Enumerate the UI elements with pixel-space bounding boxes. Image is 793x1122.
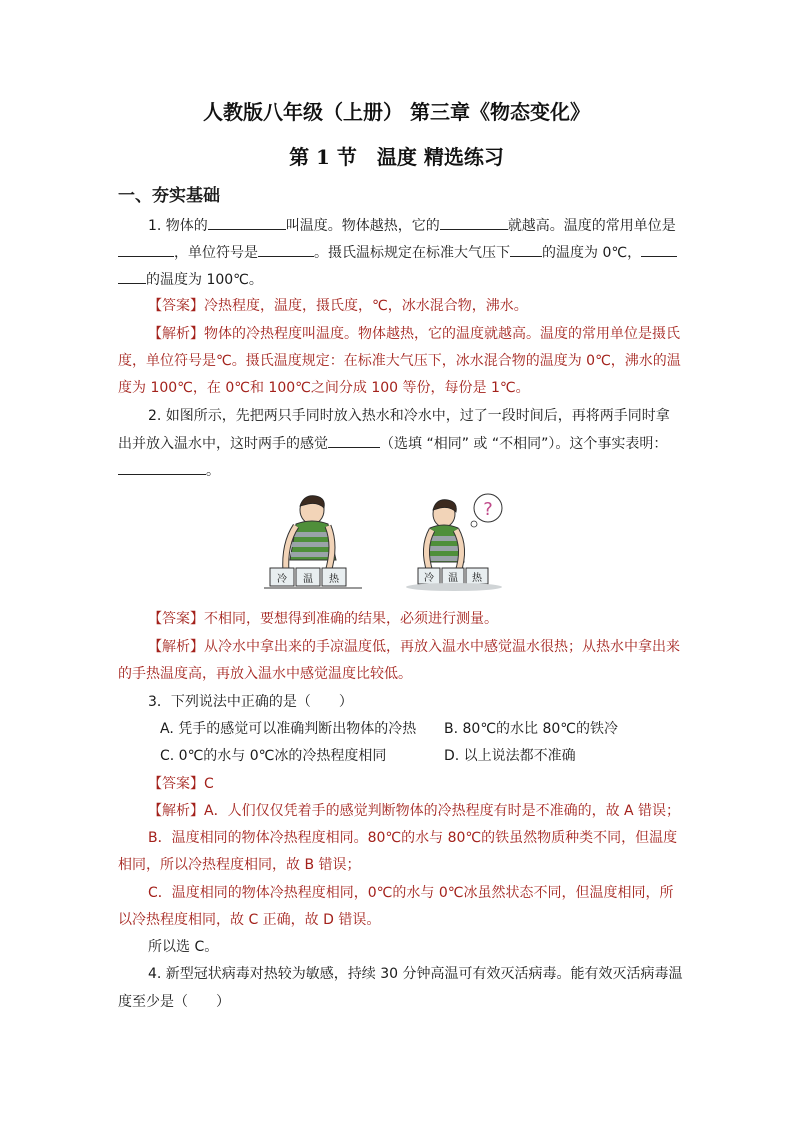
answer-text: 不相同，要想得到准确的结果，必须进行测量。 <box>204 611 498 627</box>
answer-blank <box>118 242 174 257</box>
q1-text: 的温度为 0℃， <box>542 245 642 261</box>
q3-analysis-line1 <box>148 801 680 821</box>
answer-tag: 【答案】 <box>148 611 204 627</box>
answer-text: 冷热程度，温度，摄氏度，℃，冰水混合物，沸水。 <box>204 298 528 314</box>
answer-blank <box>208 215 286 230</box>
q1-analysis-line1 <box>148 324 680 344</box>
analysis-text: 物体的冷热程度叫温度。物体越热，它的温度就越高。温度的常用单位是摄氏 <box>204 326 680 342</box>
analysis-tag: 【解析】 <box>148 803 204 819</box>
boy-hands-in-buckets-figure <box>262 490 382 592</box>
answer-blank <box>328 433 380 448</box>
q2-line3 <box>118 460 220 481</box>
q4-line1: 4. 新型冠状病毒对热较为敏感，持续 30 分钟高温可有效灭活病毒。能有效灭活病毒温 <box>148 966 683 982</box>
boy-confused-figure <box>404 488 510 592</box>
question-mark-icon: ? <box>483 499 493 520</box>
q1-line2 <box>118 242 677 263</box>
q3-option-b: B. 80℃的水比 80℃的铁冷 <box>444 721 619 737</box>
answer-blank <box>118 460 206 475</box>
answer-blank <box>118 269 146 284</box>
q3-option-a: A. 凭手的感觉可以准确判断出物体的冷热 <box>160 721 417 737</box>
q3-answer <box>148 774 214 794</box>
bucket-label-hot: 热 <box>329 574 339 585</box>
q1-line1 <box>148 215 676 236</box>
q3-analysis-line5: 以冷热程度相同，故 C 正确，故 D 错误。 <box>118 912 381 928</box>
q1-text: ，单位符号是 <box>174 245 258 261</box>
q3-analysis-line4: C．温度相同的物体冷热程度相同，0℃的水与 0℃冰虽然状态不同，但温度相同，所 <box>148 885 674 901</box>
q2-text: 出并放入温水中，这时两手的感觉 <box>118 436 328 452</box>
q3-option-d: D. 以上说法都不准确 <box>444 748 576 764</box>
q2-text: （选填 “相同” 或 “不相同”）。这个事实表明： <box>380 436 668 452</box>
q3-option-c: C. 0℃的水与 0℃冰的冷热程度相同 <box>160 748 387 764</box>
q1-analysis-line2: 度，单位符号是℃。摄氏温度规定：在标准大气压下，冰水混合物的温度为 0℃，沸水的温 <box>118 353 681 369</box>
q3-stem: 3．下列说法中正确的是（ ） <box>148 694 353 710</box>
analysis-text: A．人们仅仅凭着手的感觉判断物体的冷热程度有时是不准确的，故 A 错误； <box>204 803 681 819</box>
bucket-label-warm: 温 <box>303 574 313 585</box>
answer-tag: 【答案】 <box>148 776 204 792</box>
q2-text: 。 <box>206 463 220 479</box>
bucket-label-warm: 温 <box>448 573 458 584</box>
analysis-tag: 【解析】 <box>148 639 204 655</box>
page-title: 人教版八年级（上册） 第三章《物态变化》 <box>203 100 590 124</box>
q1-analysis-line3: 度为 100℃，在 0℃和 100℃之间分成 100 等份，每份是 1℃。 <box>118 380 530 396</box>
analysis-text: 从冷水中拿出来的手凉温度低，再放入温水中感觉温水很热；从热水中拿出来 <box>204 639 680 655</box>
bucket-label-hot: 热 <box>472 573 482 584</box>
answer-blank <box>440 215 508 230</box>
q2-line1: 2. 如图所示，先把两只手同时放入热水和冷水中，过了一段时间后，再将两手同时拿 <box>148 408 670 424</box>
q1-line3 <box>118 269 263 290</box>
answer-tag: 【答案】 <box>148 298 204 314</box>
q1-text: 就越高。温度的常用单位是 <box>507 218 676 234</box>
page-subtitle: 第 1 节 温度 精选练习 <box>289 145 504 169</box>
answer-blank <box>641 242 677 257</box>
bucket-label-cold: 冷 <box>424 573 434 584</box>
q3-conclusion: 所以选 C。 <box>148 939 219 955</box>
analysis-tag: 【解析】 <box>148 326 204 342</box>
q1-text: 1. 物体的 <box>148 218 208 234</box>
q1-text: 的温度为 100℃。 <box>146 272 263 288</box>
q1-answer <box>148 296 528 316</box>
section-heading: 一、夯实基础 <box>118 186 220 206</box>
q3-analysis-line2: B．温度相同的物体冷热程度相同。80℃的水与 80℃的铁虽然物质种类不同，但温度 <box>148 830 678 846</box>
answer-text: C <box>204 776 214 792</box>
q2-answer <box>148 609 498 629</box>
answer-blank <box>510 242 542 257</box>
q2-analysis-line1 <box>148 637 680 657</box>
answer-blank <box>258 242 314 257</box>
bucket-label-cold: 冷 <box>277 574 287 585</box>
q1-text: 叫温度。物体越热，它的 <box>285 218 440 234</box>
q3-analysis-line3: 相同，所以冷热程度相同，故 B 错误； <box>118 857 361 873</box>
q4-line2: 度至少是（ ） <box>118 994 230 1010</box>
q2-analysis-line2: 的手热温度高，再放入温水中感觉温度比较低。 <box>118 666 412 682</box>
q1-text: 。摄氏温标规定在标准大气压下 <box>314 245 510 261</box>
q2-line2 <box>118 433 667 454</box>
